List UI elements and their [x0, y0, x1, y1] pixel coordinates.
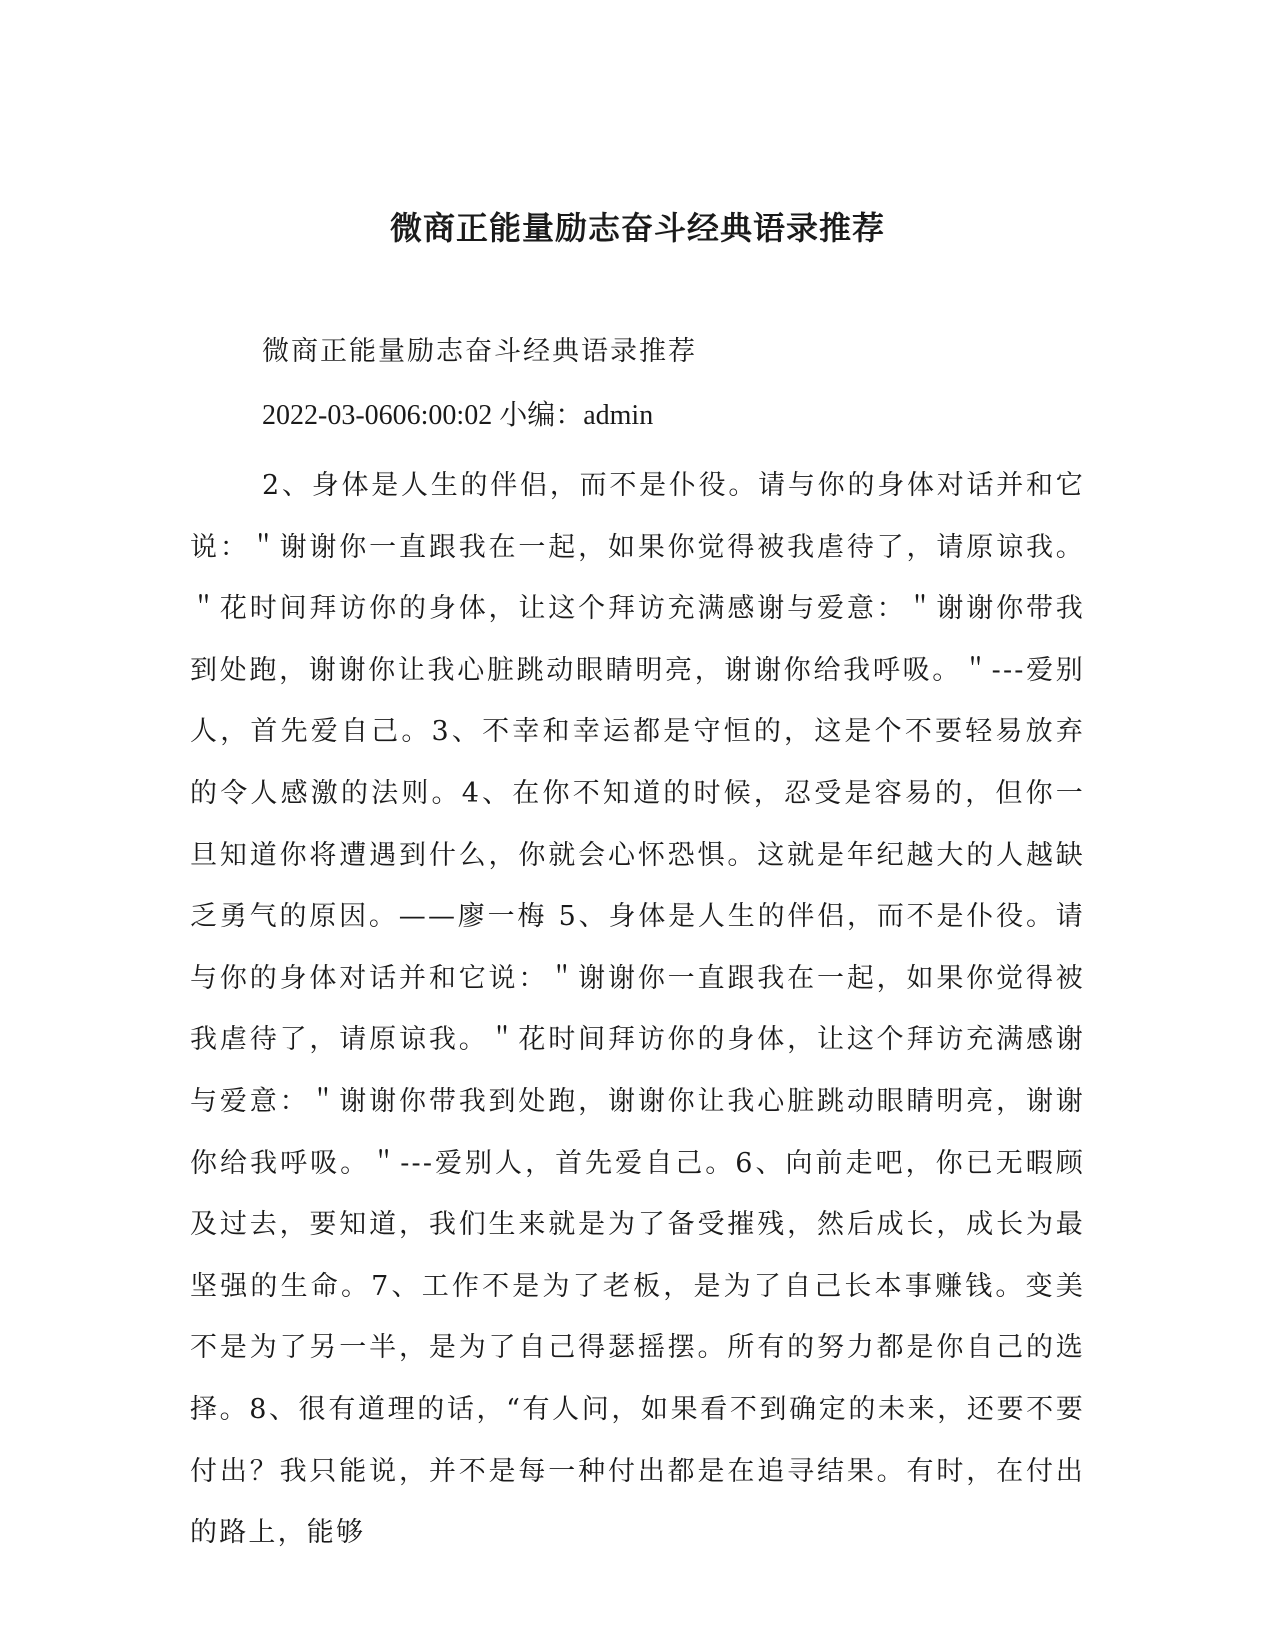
page-title: 微商正能量励志奋斗经典语录推荐 — [389, 209, 885, 247]
article-date-author: 2022-03-0606:00:02 小编：admin — [262, 400, 654, 431]
article-subtitle: 微商正能量励志奋斗经典语录推荐 — [262, 336, 697, 367]
article-body: 2、身体是人生的伴侣，而不是仆役。请与你的身体对话并和它说：＂谢谢你一直跟我在一起，如果你觉得被我虐待了，请原谅我。＂花时间拜访你的身体，让这个拜访充满感谢与爱意：＂谢谢你带我到处跑，谢谢你让我心脏跳动眼睛明亮，谢谢你给我呼吸。＂---爱别人，首先爱自己。3、不幸和幸运都是守恒的，这是个不要轻易放弃的令人感激的法则。4、在你不知道的时候，忍受是容易的，但你一旦知道你将遭遇到什么，你就会心怀恐惧。这就是年纪越大的人越缺乏勇气的原因。——廖一梅 5、身体是人生的伴侣，而不是仆役。请与你的身体对话并和它说：＂谢谢你一直跟我在一起，如果你觉得被我虐待了，请原谅我。＂花时间拜访你的身体，让这个拜访充满感谢与爱意：＂谢谢你带我到处跑，谢谢你让我心脏跳动眼睛明亮，谢谢你给我呼吸。＂---爱别人，首先爱自己。6、向前走吧，你已无暇顾及过去，要知道，我们生来就是为了备受摧残，然后成长，成长为最坚强的生命。7、工作不是为了老板，是为了自己长本事赚钱。变美不是为了另一半，是为了自己得瑟摇摆。所有的努力都是你自己的选择。8、很有道理的话，“有人问，如果看不到确定的未来，还要不要付出？我只能说，并不是每一种付出都是在追寻结果。有时，在付出的路上，能够 — [190, 470, 1085, 1549]
